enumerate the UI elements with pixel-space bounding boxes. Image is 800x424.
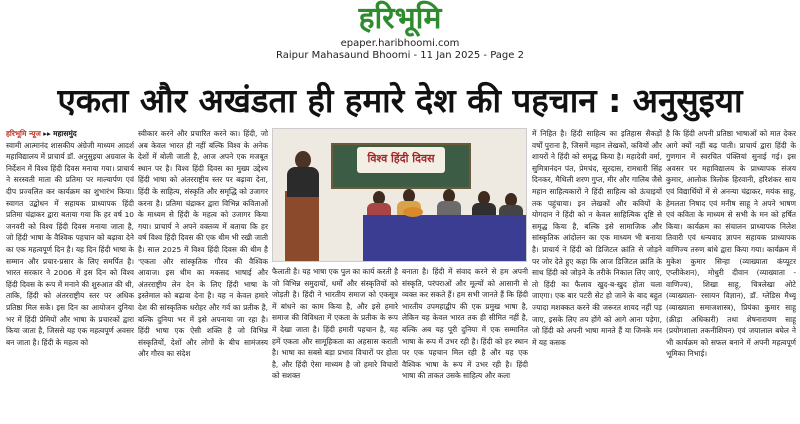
- dateline-city: महासमुंद: [53, 129, 77, 138]
- column-5-text: में निहित है। हिंदी साहित्य का इतिहास सैकड़ों वर्षों पुराना है, जिसमें महान लेखकों, कवियों और शायरों ने हिंदी को समृद्ध किया है। महादेवी वर्मा, सुमित्रानंदन पंत, प्रेमचंद, सूरदास, रामधारी सिंह दिनकर, मैथिली शरण गुप्त, मीर और गालिब जैसे महान साहित्यकारों ने हिंदी साहित्य को ऊंचाइयों तक पहुंचाया। इन लेखकों और कवियों के योगदान ने हिंदी को न केवल साहित्यिक दृष्टि से समृद्ध किया है, बल्कि इसे सामाजिक और सांस्कृतिक आंदोलन का एक माध्यम भी बनाया है। प्राचार्य ने हिंदी को डिजिटल क्रांति से जोड़ने पर जोर देते हुए कहा कि आज डिजिटल क्रांति के साथ हिंदी को जोड़ने के तरीके निकाल लिए जाएं, तो हिंदी का फैलाव खुद-ब-खुद होता चला जाएगा। एक बार पटरी सेट हो जाने के बाद बहुत ज्यादा मशक्कत करने की जरूरत शायद नहीं पड़ जाए, इसके लिए तय होंगे को आगे आना पड़ेगा, जो हिंदी को अपनी भाषा मानते हैं या जिनके मन में यह कसक: [532, 129, 662, 347]
- newspaper-logo: हरिभूमि: [358, 1, 442, 36]
- article-column-5: [532, 128, 662, 420]
- column-2-text: स्वीकार करने और प्रचारित करने का। हिंदी, जो अब केवल भारत ही नहीं बल्कि विश्व के अनेक देशों में बोली जाती है, आज अपने एक मजबूत स्थान पर है। विश्व हिंदी दिवस का मुख्य उद्देश्य हिंदी भाषा को अंतरराष्ट्रीय स्तर पर बढ़ावा देना, हिंदी के साहित्य, संस्कृति और समृद्धि को उजागर करना है। प्रतिमा चंद्राकर द्वारा विभिन्न कविताओं के माध्यम से हिंदी के महत्व को उजागर किया गया। प्राचार्य ने अपने वक्तव्य में बताया कि हर वर्ष विश्व हिंदी दिवस की एक थीम भी रखी जाती है। साल 2025 में विश्व हिंदी दिवस की थीम है 'एकता और सांस्कृतिक गौरव की वैश्विक आवाज। इस थीम का मकसद भाषाई और अंतरराष्ट्रीय लेन देन के लिए हिंदी भाषा के इस्तेमाल को बढ़ावा देना है। यह न केवल हमारे देश की सांस्कृतिक धरोहर और गर्व का प्रतीक है, बल्कि दुनिया भर में इसे अपनाया जा रहा है। हिंदी भाषा एक ऐसी शक्ति है जो विभिन्न संस्कृतियों, देशों और लोगों के बीच सामंजस्य और गौरव का संदेश: [138, 129, 268, 359]
- dateline-separator-icon: ▸▸: [43, 129, 51, 138]
- podium: [285, 191, 319, 262]
- article-column-1: [6, 128, 134, 420]
- article-column-2: [138, 128, 268, 420]
- event-banner-text: विश्व हिंदी दिवस: [367, 152, 435, 165]
- column-4-text: बनाता है। हिंदी में संवाद करने से हम अपनी संस्कृति, परंपराओं और मूल्यों को आसानी से व्यक्त कर सकते हैं। हम सभी जानते हैं कि हिंदी भारतीय उपमहाद्वीप की एक प्रमुख भाषा है, लेकिन यह केवल भारत तक ही सीमित नहीं है, बल्कि अब यह पूरी दुनिया में एक सम्मानित भाषा के रूप में उभर रही है। हिंदी को हर स्थान पर एक पहचान मिल रही है और यह एक वैश्विक भाषा के रूप में उभर रही है। हिंदी भाषा की ताकत उसके साहित्य और कला: [402, 267, 528, 381]
- column-6-text: है कि हिंदी अपनी प्रतिष्ठा भाषाओं को मात देकर आगे क्यों नहीं बढ़ पाती। प्राचार्य द्वारा हिंदी के गुणगान में स्वरचित पंक्तियां सुनाई गई। इस अवसर पर महाविद्यालय के प्राध्यापक संजय कुमार, आलोक त्रिलोक हिरवानी, हरिशंकर साय एवं विद्यार्थियों में से अनन्या चंद्राकर, मयंक साहू, हेमलता निषाद एवं मनीष साहू ने अपने भाषण एवं कविता के माध्यम से सभी के मन को हर्षित किया। कार्यक्रम का संचालन प्राध्यापक निलेश तिवारी एवं धन्यवाद ज्ञापन सहायक प्राध्यापक वाणिज्य तरुण बांधे द्वारा किया गया। कार्यक्रम में मुकेश कुमार सिन्हा (व्याख्याता कंप्यूटर एप्लीकेशन), मोधुरी दीवान (व्याख्याता - वाणिज्य), शिखा साहू, चित्रलेखा ओटे (व्याख्याता- रसायन विज्ञान), डॉ. ग्लेडिस मैथ्यू (व्याख्याता समाजशास्त्र), प्रियंका कुमार साहू (क्रीड़ा अधिकारी) तथा शेषनारायण साहू (प्रयोगशाला तकनीशियन) एवं जयालाल बघेल ने भी कार्यक्रम को सफल बनाने में अपनी महत्वपूर्ण भूमिका निभाई।: [666, 129, 796, 359]
- article-headline: एकता और अखंडता ही हमारे देश की पहचान : अनुसुइया: [57, 81, 743, 120]
- article-column-3: [272, 266, 398, 420]
- edition-line: Raipur Mahasaund Bhoomi - 11 Jan 2025 - Page 2: [276, 50, 524, 61]
- article-column-4: [402, 266, 528, 420]
- dais-table: [363, 215, 527, 262]
- flower-bouquet: [403, 207, 423, 217]
- article-column-6: [666, 128, 796, 420]
- column-1-text: स्वामी आत्मानंद शासकीय अंग्रेजी माध्यम आदर्श महाविद्यालय में प्राचार्य डॉ. अनुसुइया अग्रवाल के निर्देशन में विश्व हिंदी दिवस मनाया गया। प्राचार्य ने सरस्वती माता की प्रतिमा पर माल्यार्पण एवं दीप प्रज्वलित कर कार्यक्रम का शुभारंभ किया। स्वागत उद्बोधन में सहायक प्राध्यापक हिंदी प्रतिमा चंद्राकर द्वारा बताया गया कि हर वर्ष 10 जनवरी को विश्व हिंदी दिवस मनाया जाता है, जो हिंदी भाषा के वैश्विक पहचान को बढ़ावा देने का एक महत्वपूर्ण दिन है। यह दिन हिंदी भाषा के सम्मान और प्रचार-प्रसार के लिए समर्पित है। भारत सरकार ने 2006 में इस दिन को विश्व हिंदी दिवस के रूप में मनाने की शुरुआत की थी, ताकि, हिंदी को अंतरराष्ट्रीय स्तर पर अधिक प्रतिष्ठा मिल सके। इस दिन का आयोजन दुनिया भर में हिंदी प्रेमियों और भाषा के प्रचारकों द्वारा किया जाता है, जिससे यह एक महत्वपूर्ण अवसर बन जाता है। हिंदी के महत्व को: [6, 140, 134, 347]
- dateline-news: हरिभूमि न्यूज: [6, 129, 41, 138]
- epaper-url[interactable]: epaper.haribhoomi.com: [340, 38, 460, 49]
- event-banner: [357, 147, 445, 173]
- masthead: [0, 0, 800, 70]
- event-photo: [272, 128, 527, 262]
- column-3-text: फैलाती है। यह भाषा एक पुल का कार्य करती है जो विभिन्न समुदायों, धर्मों और संस्कृतियों को जोड़ती है। हिंदी ने भारतीय समाज को एकसूत्र में बांधने का काम किया है, और इसे हमारे समाज की विविधता में एकता के प्रतीक के रूप में देखा जाता है। हिंदी हमारी पहचान है, यह हमें एकता और सामूहिकता का अहसास कराती है। भाषा का सबसे बड़ा प्रभाव विचारों पर होता है, और हिंदी ऐसा माध्यम है जो हमारे विचारों को सशक्त: [272, 267, 398, 381]
